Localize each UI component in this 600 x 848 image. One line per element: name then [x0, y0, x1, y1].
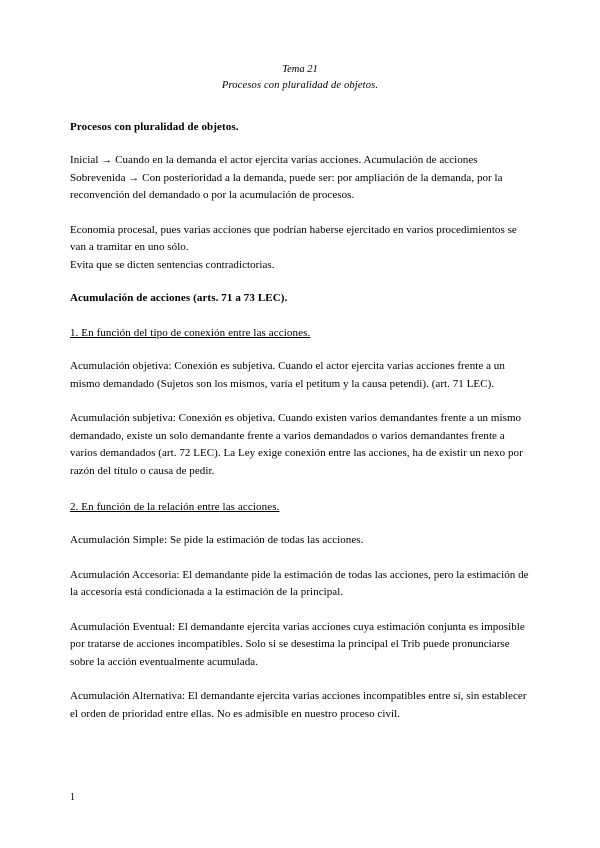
spacer — [70, 341, 530, 358]
section-heading-2: 2. En función de la relación entre las acciones. — [70, 501, 280, 513]
paragraph-acumulacion-eventual: Acumulación Eventual: El demandante ejercita varias acciones cuya estimación conjunta es imposible por tratarse de acciones incompatibles. Solo si se desestima la principal el Trib puede pronunciarse sobre la acción eventualmente acumulada. — [70, 620, 525, 668]
spacer — [70, 135, 530, 152]
section-heading-1: 1. En función del tipo de conexión entre las acciones. — [70, 327, 311, 339]
document-subtitle: Procesos con pluralidad de objetos. — [221, 80, 379, 91]
paragraph-economia-procesal: Economía procesal, pues varias acciones que podrían haberse ejercitado en varios procedimientos se van a tramitar en uno sólo. — [70, 223, 517, 253]
spacer — [70, 274, 530, 291]
spacer — [70, 94, 530, 120]
spacer — [70, 393, 530, 410]
spacer — [70, 671, 530, 688]
paragraph-acumulacion-simple: Acumulación Simple: Se pide la estimación de todas las acciones. — [70, 534, 364, 546]
paragraph-acumulacion-accesoria: Acumulación Accesoria: El demandante pide la estimación de todas las acciones, pero la estimación de la accesoria está condicionada a la estimación de la principal. — [70, 568, 529, 598]
section-heading-acumulacion: Acumulación de acciones (arts. 71 a 73 LEC). — [70, 292, 288, 304]
spacer — [70, 602, 530, 619]
section-2-wrapper — [70, 497, 530, 515]
spacer — [70, 205, 530, 222]
main-heading: Procesos con pluralidad de objetos. — [70, 121, 239, 133]
spacer — [70, 515, 530, 532]
spacer — [70, 550, 530, 567]
page-number: 1 — [70, 792, 75, 803]
paragraph-intro: Inicial → Cuando en la demanda el actor ejercita varias acciones. Acumulación de acciones Sobrevenida → Con posterioridad a la demanda, puede ser: por ampliación de la demanda, por la reconvención del demandado o por la acumulación de procesos. — [70, 154, 503, 201]
paragraph-acumulacion-alternativa: Acumulación Alternativa: El demandante ejercita varias acciones incompatibles entre sí, sin establecer el orden de prioridad entre ellas. No es admisible en nuestro proceso civil. — [70, 690, 527, 720]
paragraph-acumulacion-objetiva: Acumulación objetiva: Conexión es subjetiva. Cuando el actor ejercita varias acciones frente a un mismo demandado (Sujetos son los mismos, varía el petitum y la causa petendi). (art. 71 LEC). — [70, 360, 505, 390]
spacer — [70, 480, 530, 497]
document-title: Tema 21 — [282, 64, 318, 75]
paragraph-evita-sentencias: Evita que se dicten sentencias contradictorias. — [70, 258, 275, 271]
paragraph-acumulacion-subjetiva: Acumulación subjetiva: Conexión es objetiva. Cuando existen varios demandantes frente a un mismo demandado, existe un solo demandante frente a varios demandados o varios demandantes frente a varios demandados (art. 72 LEC). La Ley exige conexión entre las acciones, ha de existir un nexo por razón del título o causa de pedir. — [70, 412, 523, 477]
section-1-wrapper — [70, 323, 530, 341]
spacer — [70, 306, 530, 323]
